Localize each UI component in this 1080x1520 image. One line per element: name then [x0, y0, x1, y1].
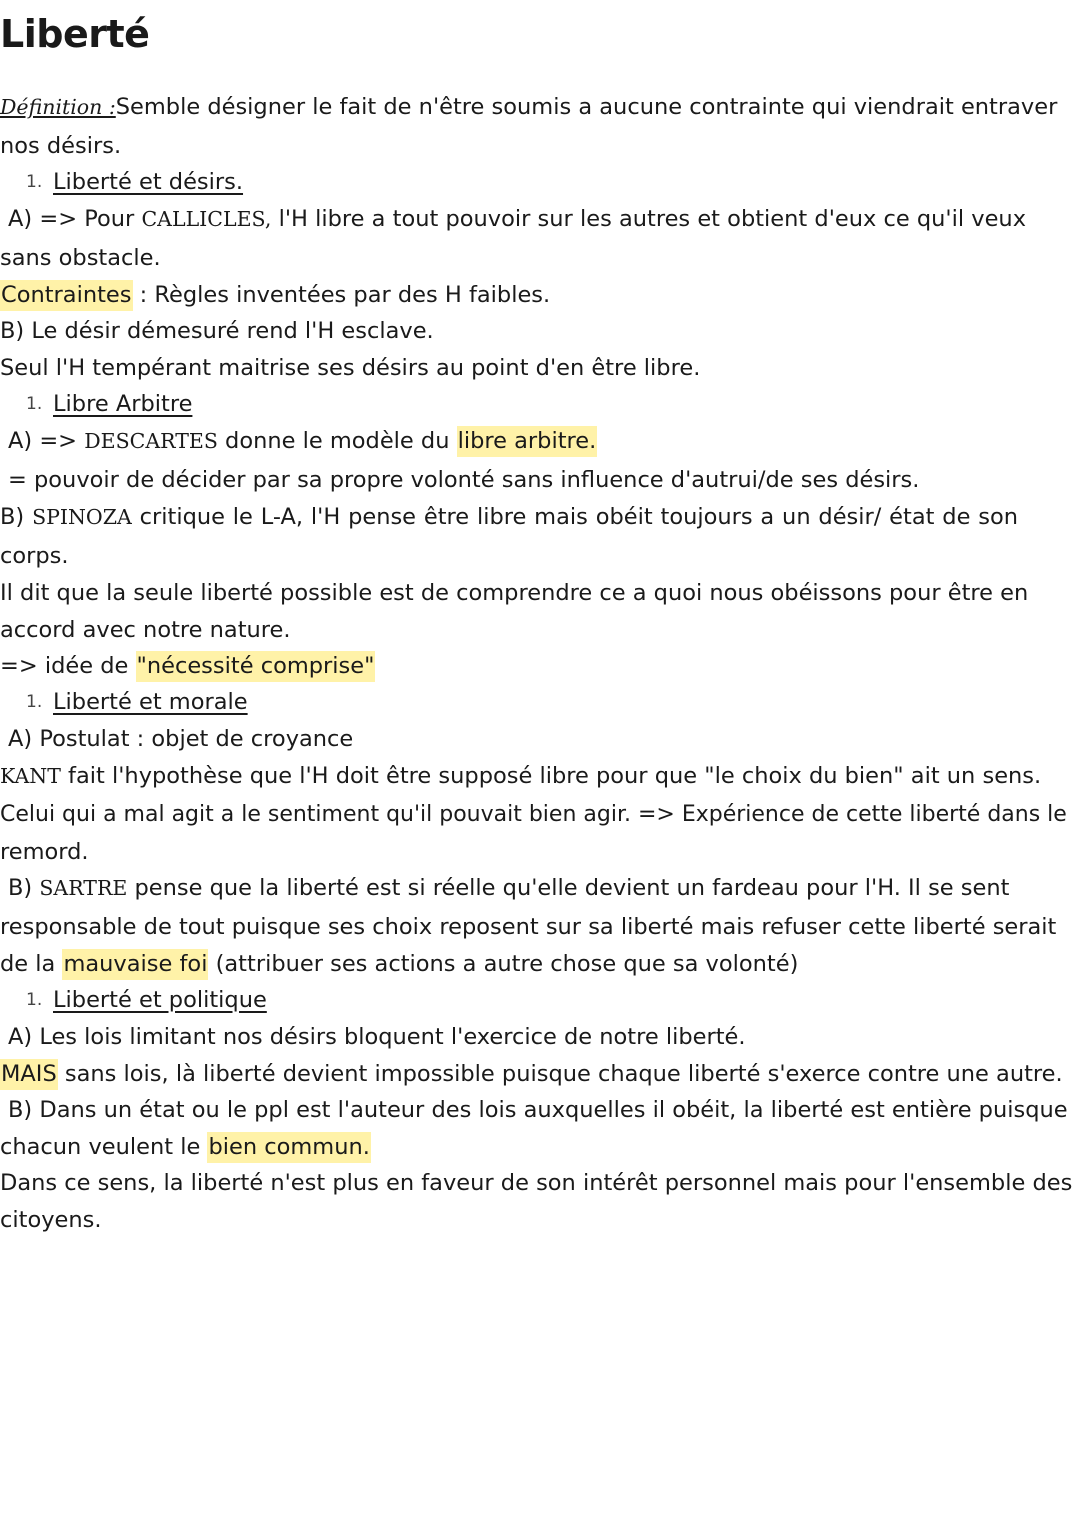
section-number: 1.	[26, 172, 43, 192]
section-number: 1.	[26, 394, 43, 414]
paragraph-line	[0, 501, 1018, 535]
author-name: KANT	[0, 764, 61, 788]
paragraph-line: Celui qui a mal agit a le sentiment qu'il pouvait bien agir. => Expérience de cette liberté dans le	[0, 802, 1067, 827]
text-span: chacun veulent le	[0, 1134, 208, 1160]
paragraph-line	[0, 948, 798, 982]
paragraph-line: accord avec notre nature.	[0, 617, 291, 643]
paragraph-line	[0, 425, 597, 459]
text-span: donne le modèle du	[217, 428, 457, 454]
highlight: MAIS	[0, 1059, 58, 1090]
paragraph-line: Il dit que la seule liberté possible est de comprendre ce a quoi nous obéissons pour être en	[0, 580, 1029, 606]
section-title: Liberté et morale	[53, 689, 248, 715]
section-title: Libre Arbitre	[53, 391, 193, 417]
text-span: B)	[8, 875, 40, 901]
text-span: A) => Pour	[8, 206, 142, 232]
paragraph-line: responsable de tout puisque ses choix reposent sur sa liberté mais refuser cette liberté serait	[0, 914, 1057, 940]
paragraph-line: = pouvoir de décider par sa propre volonté sans influence d'autrui/de ses désirs.	[8, 467, 920, 493]
text-span: (attribuer ses actions a autre chose que sa volonté)	[208, 951, 799, 977]
text-span: B)	[0, 504, 33, 530]
paragraph-line: B) Le désir démesuré rend l'H esclave.	[0, 318, 434, 344]
paragraph-line	[0, 279, 550, 313]
definition-text: Semble désigner le fait de n'être soumis a aucune contrainte qui viendrait entraver	[115, 94, 1058, 120]
paragraph-line: A) Postulat : objet de croyance	[8, 726, 354, 752]
highlight: mauvaise foi	[62, 949, 208, 980]
paragraph-line: Seul l'H tempérant maitrise ses désirs au point d'en être libre.	[0, 355, 701, 381]
text-span: critique le L-A, l'H pense être libre mais obéit toujours a un désir/ état de son	[131, 504, 1019, 530]
highlight: bien commun.	[207, 1132, 370, 1163]
paragraph-line: Dans ce sens, la liberté n'est plus en faveur de son intérêt personnel mais pour l'ensemble des	[0, 1170, 1073, 1196]
highlight: Contraintes	[0, 280, 133, 311]
text-span: de la	[0, 951, 63, 977]
author-name: CALLICLES,	[141, 207, 272, 231]
paragraph-line: B) Dans un état ou le ppl est l'auteur des lois auxquelles il obéit, la liberté est entière puisque	[8, 1097, 1068, 1123]
highlight: libre arbitre.	[457, 426, 598, 457]
paragraph-line: corps.	[0, 543, 69, 569]
highlight: "nécessité comprise"	[136, 651, 376, 682]
paragraph-line: remord.	[0, 839, 89, 865]
author-name: DESCARTES	[84, 429, 218, 453]
paragraph-line: citoyens.	[0, 1207, 102, 1233]
definition-line	[0, 91, 1058, 125]
paragraph-line	[0, 650, 375, 684]
paragraph-line: sans obstacle.	[0, 245, 161, 271]
section-number: 1.	[26, 692, 43, 712]
definition-line-cont: nos désirs.	[0, 133, 122, 159]
paragraph-line	[0, 203, 1026, 237]
page-title: Liberté	[0, 12, 150, 56]
text-span: sans lois, là liberté devient impossible puisque chaque liberté s'exerce contre une autre.	[57, 1061, 1063, 1087]
definition-label: Définition :	[0, 95, 116, 119]
paragraph-line	[0, 872, 1008, 906]
author-name: SARTRE	[39, 876, 128, 900]
paragraph-line	[0, 760, 1042, 794]
paragraph-line	[0, 1131, 371, 1165]
author-name: SPINOZA	[32, 505, 132, 529]
section-title: Liberté et politique	[53, 987, 267, 1013]
text-span: l'H libre a tout pouvoir sur les autres et obtient d'eux ce qu'il veux	[271, 206, 1027, 232]
text-span: => idée de	[0, 653, 136, 679]
text-span: pense que la liberté est si réelle qu'elle devient un fardeau pour l'H. Il se sent	[127, 875, 1010, 901]
section-title: Liberté et désirs.	[53, 169, 244, 195]
text-span: : Règles inventées par des H faibles.	[132, 282, 551, 308]
text-span: A) =>	[8, 428, 85, 454]
paragraph-line	[0, 1058, 1063, 1092]
section-number: 1.	[26, 990, 43, 1010]
paragraph-line: A) Les lois limitant nos désirs bloquent l'exercice de notre liberté.	[8, 1024, 746, 1050]
text-span: fait l'hypothèse que l'H doit être supposé libre pour que "le choix du bien" ait un sens.	[60, 763, 1042, 789]
